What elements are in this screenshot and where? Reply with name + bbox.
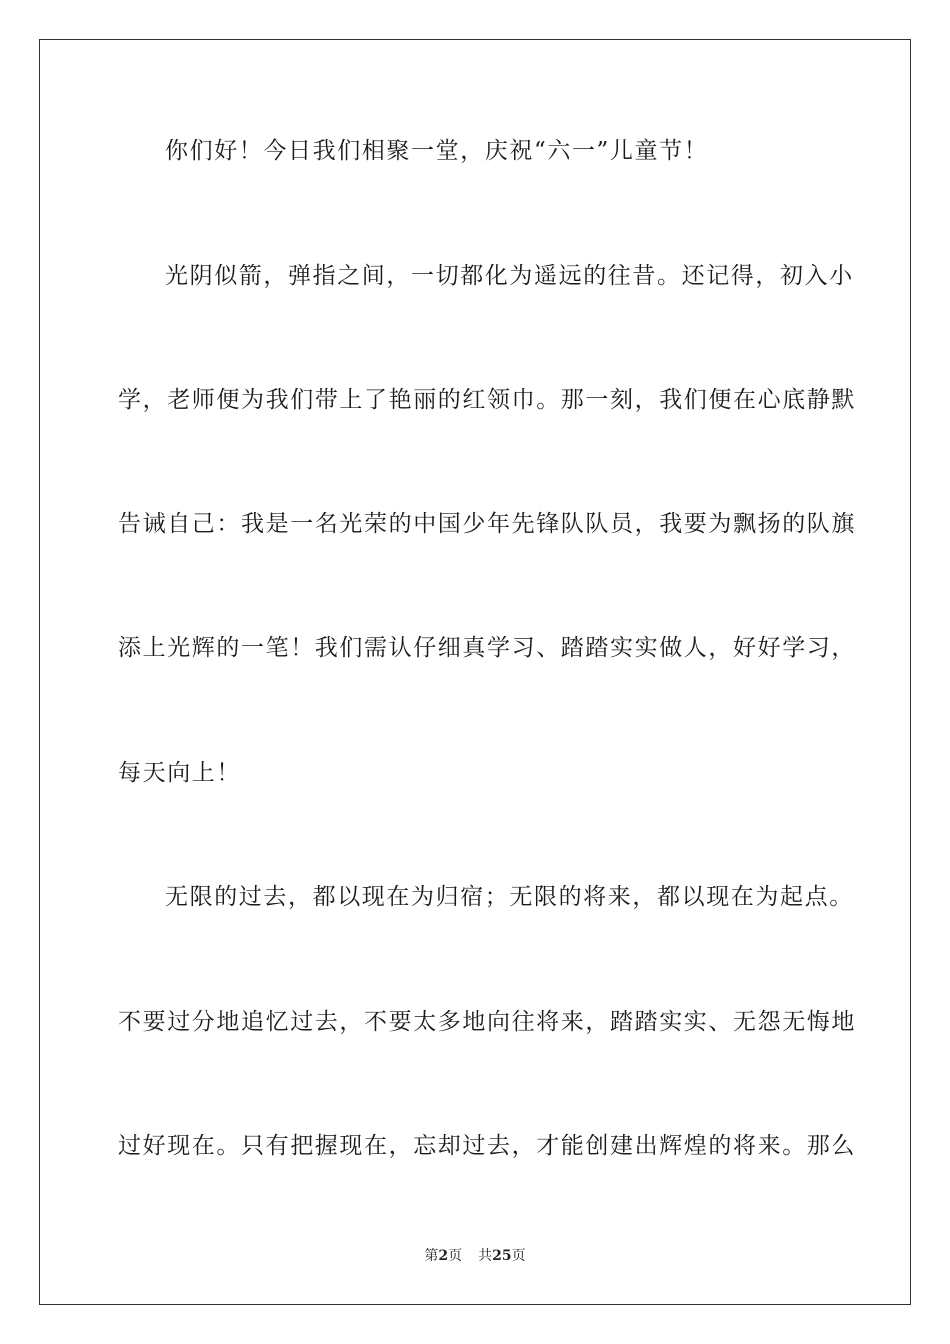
page-number: 2 [438,1248,449,1264]
page-footer [0,1247,950,1265]
text-line-7: 无限的过去，都以现在为归宿；无限的将来，都以现在为起点。 [165,884,854,910]
page-suffix: 页 [448,1248,463,1264]
page-prefix: 第 [424,1248,439,1264]
text-line-8: 不要过分地追忆过去，不要太多地向往将来，踏踏实实、无怨无悔地 [118,1009,856,1035]
text-line-2: 光阴似箭，弹指之间，一切都化为遥远的往昔。还记得，初入小 [165,263,854,289]
total-pages: 25 [492,1248,512,1264]
text-line-9: 过好现在。只有把握现在，忘却过去，才能创建出辉煌的将来。那么 [118,1133,856,1159]
text-line-4: 告诫自己：我是一名光荣的中国少年先锋队队员，我要为飘扬的队旗 [118,511,856,537]
text-line-6: 每天向上！ [118,760,241,786]
text-line-1: 你们好！今日我们相聚一堂，庆祝“六一”儿童节！ [165,138,709,164]
text-line-5: 添上光辉的一笔！我们需认仔细真学习、踏踏实实做人，好好学习， [118,635,856,661]
total-suffix: 页 [511,1248,526,1264]
page-border [39,39,911,1305]
text-line-3: 学，老师便为我们带上了艳丽的红领巾。那一刻，我们便在心底静默 [118,387,856,413]
total-prefix: 共 [478,1248,493,1264]
